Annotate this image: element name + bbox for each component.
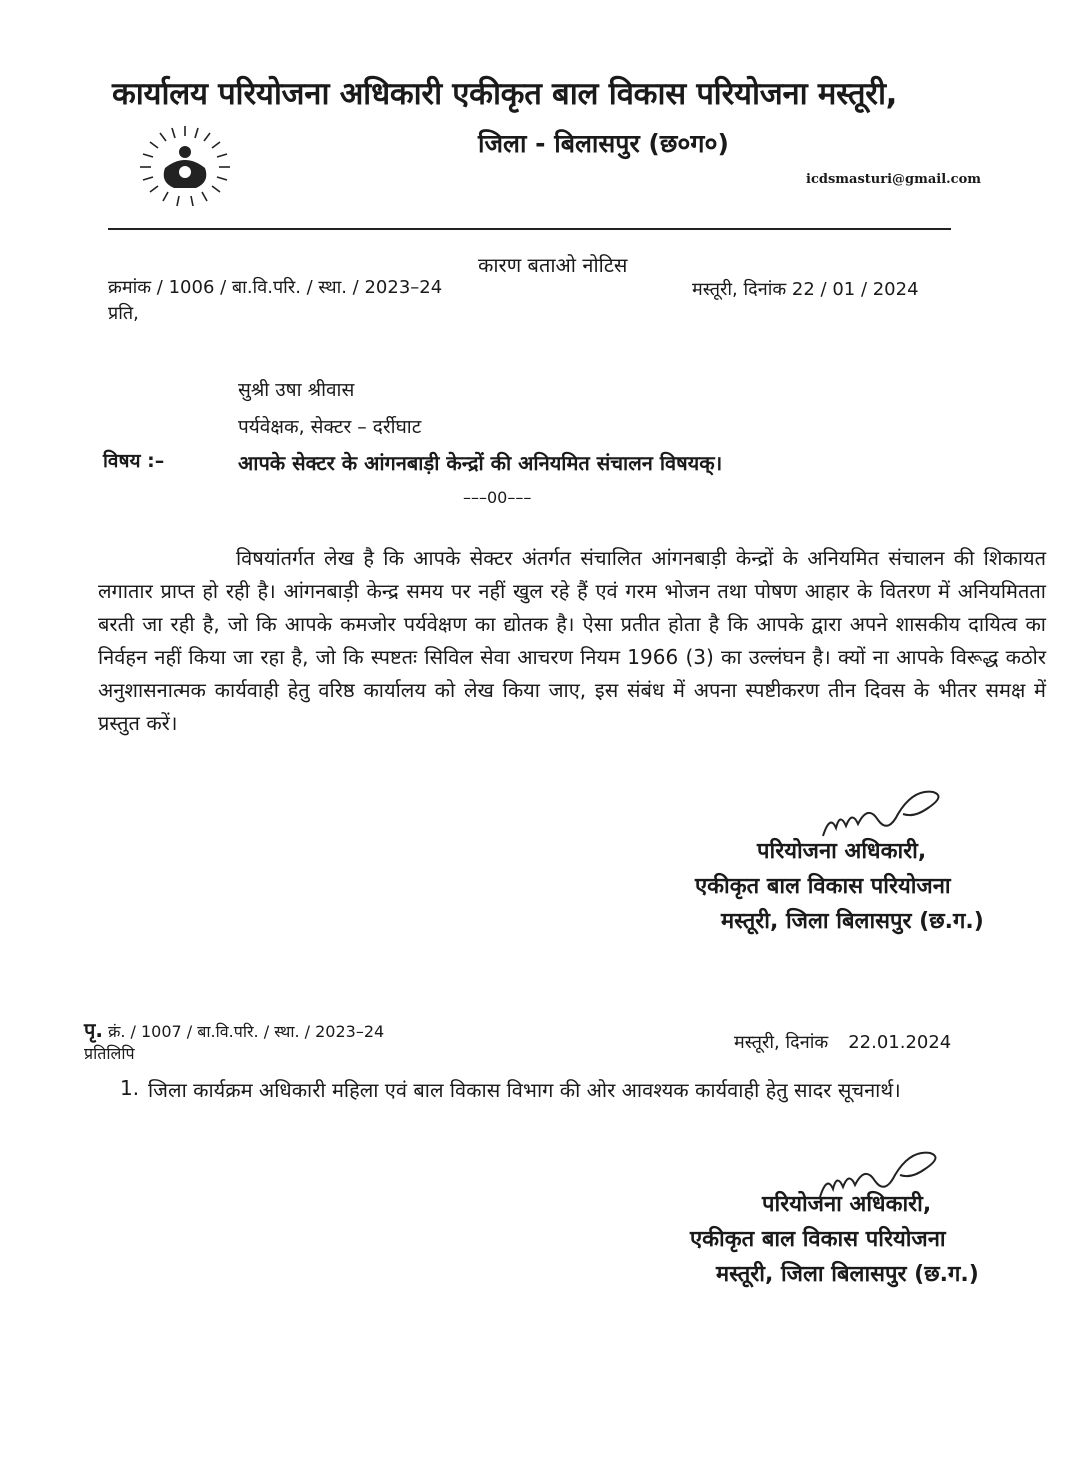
copy-date	[734, 1030, 951, 1054]
subject-text: आपके सेक्टर के आंगनबाड़ी केन्द्रों की अनियमित संचालन विषयक्।	[238, 451, 723, 475]
to-label: प्रति,	[108, 303, 139, 324]
copy-item-number: 1.	[120, 1076, 140, 1100]
notice-body: विषयांतर्गत लेख है कि आपके सेक्टर अंतर्गत संचालित आंगनबाड़ी केन्द्रों के अनियमित संचालन की शिकायत लगातार प्राप्त हो रही है। आंगनबाड़ी केन्द्र समय पर नहीं खुल रहे हैं एवं गरम भोजन तथा पोषण आहार के वितरण में अनियमितता बरती जा रही है, जो कि आपके कमजोर पर्यवेक्षण का द्योतक है। ऐसा प्रतीत होता है कि आपके द्वारा अपने शासकीय दायित्व का निर्वहन नहीं किया जा रहा है, जो कि स्पष्टतः सिविल सेवा आचरण नियम 1966 (3) का उल्लंघन है। क्यों ना आपके विरूद्ध कठोर अनुशासनात्मक कार्यवाही हेतु वरिष्ठ कार्यालय को लेख किया जाए, इस संबंध में अपना स्पष्टीकरण तीन दिवस के भीतर समक्ष में प्रस्तुत करें।	[98, 546, 1046, 735]
signatory-title: परियोजना अधिकारी,	[757, 839, 927, 864]
recipient-name: सुश्री उषा श्रीवास	[238, 379, 355, 401]
copy-date-label: मस्तूरी, दिनांक	[734, 1032, 829, 1053]
separator: –––00–––	[463, 488, 532, 507]
copy-signatory-title: परियोजना अधिकारी,	[762, 1192, 932, 1217]
icds-emblem-icon	[130, 122, 240, 210]
copy-signatory-office: एकीकृत बाल विकास परियोजना	[690, 1227, 946, 1252]
copy-reference	[84, 1016, 384, 1043]
copy-reference-number: क्रं. / 1007 / बा.वि.परि. / स्था. / 2023–24	[108, 1022, 385, 1041]
subject-label: विषय :–	[103, 450, 165, 472]
district-line: जिला - बिलासपुर (छ०ग०)	[478, 129, 729, 158]
copy-label: प्रतिलिपि	[84, 1044, 135, 1063]
signature-block	[695, 834, 1035, 939]
reference-number: क्रमांक / 1006 / बा.वि.परि. / स्था. / 2023–24	[108, 277, 443, 298]
signatory-office: एकीकृत बाल विकास परियोजना	[695, 874, 951, 899]
copy-signatory-location: मस्तूरी, जिला बिलासपुर (छ.ग.)	[716, 1262, 979, 1287]
signatory-location: मस्तूरी, जिला बिलासपुर (छ.ग.)	[721, 909, 984, 934]
copy-signature-block	[690, 1187, 1030, 1292]
copy-item-text: जिला कार्यक्रम अधिकारी महिला एवं बाल विकास विभाग की ओर आवश्यक कार्यवाही हेतु सादर सूचनार्थ।	[148, 1078, 901, 1102]
email-address: icdsmasturi@gmail.com	[806, 172, 982, 187]
header-divider	[108, 228, 951, 230]
office-title: कार्यालय परियोजना अधिकारी एकीकृत बाल विकास परियोजना मस्तूरी,	[112, 76, 898, 112]
notice-date: मस्तूरी, दिनांक 22 / 01 / 2024	[692, 279, 919, 300]
recipient-designation: पर्यवेक्षक, सेक्टर – दर्रीघाट	[238, 416, 422, 438]
copy-prefix: पृ.	[84, 1018, 103, 1042]
notice-title: कारण बताओ नोटिस	[478, 253, 628, 277]
copy-date-value: 22.01.2024	[848, 1032, 952, 1053]
